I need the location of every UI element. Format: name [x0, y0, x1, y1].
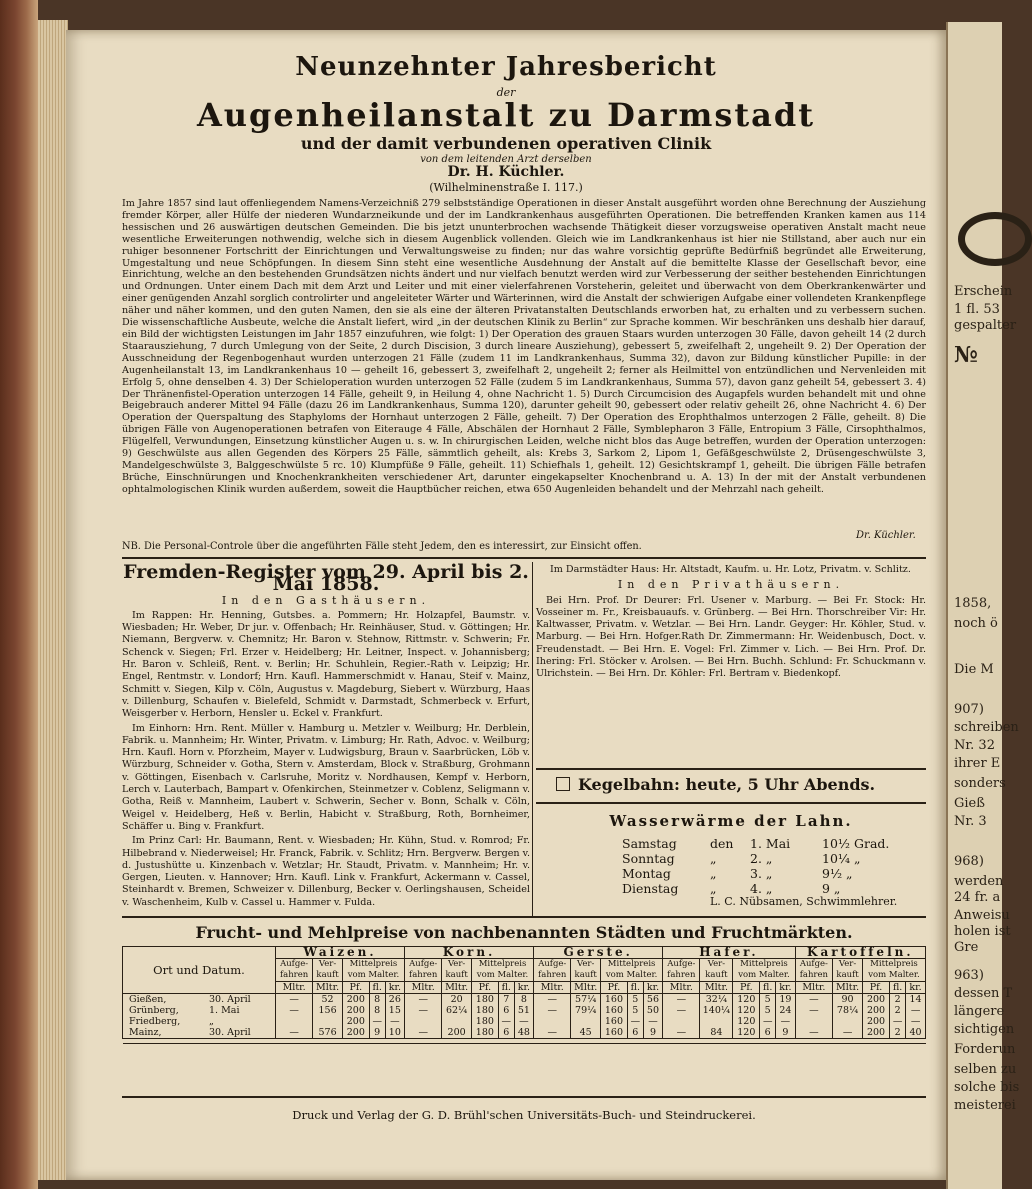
market-cell: 120 — [733, 994, 760, 1006]
market-cell: 180 — [471, 1027, 498, 1039]
market-date: 30. April — [209, 1027, 251, 1038]
adjacent-page-fragment: Gre — [954, 940, 979, 955]
market-cell: 40 — [906, 1027, 926, 1039]
report-title: Neunzehnter Jahresbericht — [295, 52, 717, 82]
market-cell: 56 — [643, 994, 662, 1006]
unit-header: Mltr. — [833, 982, 863, 994]
unit-header: Mltr. — [405, 982, 442, 994]
market-cell: 180 — [471, 1016, 498, 1027]
market-cell: 84 — [700, 1027, 733, 1039]
ww-pre: „ — [710, 866, 717, 881]
market-date: 1. Mai — [209, 1005, 240, 1016]
checkbox-icon — [556, 777, 570, 791]
adjacent-page-fragment: werden — [954, 874, 1004, 889]
market-cell: — — [906, 1005, 926, 1016]
kegelbahn-text: Kegelbahn: heute, 5 Uhr Abends. — [578, 775, 876, 794]
market-cell: 50 — [643, 1005, 662, 1016]
adjacent-page-fragment: 1858, — [954, 596, 992, 611]
market-cell: 6 — [498, 1005, 514, 1016]
ww-temp: 10¼ „ — [822, 851, 861, 866]
market-cell: 9 — [643, 1027, 662, 1039]
sub-header: Aufge-fahren — [405, 959, 442, 982]
unit-header: Pf. — [862, 982, 889, 994]
market-cell: 160 — [601, 994, 628, 1006]
market-cell — [833, 1016, 863, 1027]
market-cell: 52 — [313, 994, 343, 1006]
market-row — [123, 994, 926, 1006]
ww-pre: „ — [710, 881, 717, 896]
unit-header: Mltr. — [442, 982, 472, 994]
market-cell: 5 — [627, 1005, 643, 1016]
market-cell: — — [385, 1016, 404, 1027]
market-cell: 180 — [471, 1005, 498, 1016]
market-cell: — — [663, 994, 700, 1006]
market-cell: 200 — [862, 1005, 889, 1016]
ort-header: Ort und Datum. — [123, 947, 276, 994]
market-cell: — — [776, 1016, 795, 1027]
unit-header: Mltr. — [795, 982, 833, 994]
grain-header: Kartoffeln. — [795, 947, 925, 959]
report-der: der — [496, 86, 516, 99]
adjacent-page-fragment: 1 fl. 53 — [954, 302, 1000, 317]
market-cell: 160 — [601, 1005, 628, 1016]
grain-header: Gerste. — [534, 947, 663, 959]
wasserwaerme-title: Wasserwärme der Lahn. — [609, 812, 853, 830]
market-cell: 32¼ — [700, 994, 733, 1006]
market-cell: — — [906, 1016, 926, 1027]
market-cell: 120 — [733, 1005, 760, 1016]
adjacent-page-fragment: meisterei — [954, 1098, 1016, 1113]
unit-header: kr. — [906, 982, 926, 994]
sub-header: Ver-kauft — [833, 959, 863, 982]
market-cell: 200 — [862, 994, 889, 1006]
adjacent-page — [946, 22, 1020, 1189]
unit-header: kr. — [514, 982, 533, 994]
report-subtitle: und der damit verbundenen operativen Clinik — [300, 134, 712, 153]
adjacent-page-fragment: 963) — [954, 968, 984, 983]
market-cell: 79¼ — [571, 1005, 601, 1016]
entry-privat: Bei Hrn. Prof. Dr Deurer: Frl. Usener v. Marburg. — Bei Fr. Stock: Hr. Vosseiner m. Fr., Kreisbauaufs. v. Grünberg. — Bei Hrn. Thorschreiber Vir: Hr. Kaltwasser, Privatm. v. Wetzlar. — Bei Hrn. Landr. Geyger: Hr. Köhler, Stud. v. Marburg. — Bei Hrn. Hofger.Rath Dr. Zimmermann: Hr. Weidenbusch, Doct. v. Freudenstadt. — Bei Hrn. E. Vogel: Frl. Zimmer v. Lich. — Bei Hrn. Prof. Dr. Ihering: Frl. Stöcker v. Arolsen. — Bei Hrn. Buchh. Schlund: Fr. Schuckmann v. Ulrichstein. — Bei Hrn. Dr. Köhler: Frl. Bertram v. Biedenkopf. — [536, 594, 926, 680]
ww-temp: 9½ „ — [822, 866, 853, 881]
market-cell: 2 — [890, 1027, 906, 1039]
adjacent-page-fragment: Nr. 32 — [954, 738, 995, 753]
unit-header: Mltr. — [700, 982, 733, 994]
entry-darmstaedter-haus: Im Darmstädter Haus: Hr. Altstadt, Kaufm. u. Hr. Lotz, Privatm. v. Schlitz. — [550, 564, 911, 575]
market-cell: 156 — [313, 1005, 343, 1016]
grain-header: Korn. — [405, 947, 534, 959]
market-cell: — — [643, 1016, 662, 1027]
sub-header: Mittelpreis vom Malter. — [601, 959, 663, 982]
market-cell: 10 — [385, 1027, 404, 1039]
market-cell: — — [369, 1016, 385, 1027]
market-cell: 200 — [862, 1016, 889, 1027]
market-place — [123, 1005, 276, 1016]
adjacent-page-fragment: selben zu — [954, 1062, 1017, 1077]
unit-header: fl. — [890, 982, 906, 994]
market-cell: 14 — [906, 994, 926, 1006]
market-cell: 200 — [862, 1027, 889, 1039]
market-cell: — — [534, 1005, 571, 1016]
unit-header: fl. — [760, 982, 776, 994]
adjacent-page-fragment: gespalter — [954, 318, 1017, 333]
market-cell: — — [663, 1027, 700, 1039]
ww-date: 2. „ — [750, 851, 773, 866]
unit-header: kr. — [643, 982, 662, 994]
adjacent-page-fragment: 24 fr. a — [954, 890, 1001, 905]
market-cell — [571, 1016, 601, 1027]
ww-temp: 9 „ — [822, 881, 841, 896]
privathaeuser-heading: In den Privathäusern. — [617, 578, 845, 592]
page-edges — [38, 20, 68, 1180]
market-cell: — — [534, 994, 571, 1006]
market-place — [123, 1027, 276, 1039]
market-cell: 6 — [760, 1027, 776, 1039]
grain-header: Hafer. — [663, 947, 795, 959]
adjacent-page-fragment: längere — [954, 1004, 1005, 1019]
market-cell: 2 — [890, 1005, 906, 1016]
unit-header: fl. — [498, 982, 514, 994]
market-place — [123, 1016, 276, 1027]
sub-header: Aufge-fahren — [795, 959, 833, 982]
market-cell: 8 — [369, 1005, 385, 1016]
ww-temp: 10½ Grad. — [822, 836, 890, 851]
market-cell — [276, 1016, 313, 1027]
adjacent-page-fragment: 907) — [954, 702, 984, 717]
grain-header: Waizen. — [276, 947, 405, 959]
report-address: (Wilhelminenstraße I. 117.) — [429, 181, 583, 194]
market-cell: 160 — [601, 1027, 628, 1039]
adjacent-page-fragment: Anweisu — [954, 908, 1010, 923]
market-cell: — — [627, 1016, 643, 1027]
market-cell: 8 — [514, 994, 533, 1006]
market-cell: 57¼ — [571, 994, 601, 1006]
kegel-rule-bottom — [536, 802, 926, 804]
sub-header: Mittelpreis vom Malter. — [471, 959, 533, 982]
market-rule — [122, 916, 926, 918]
adjacent-page-fragment: Die M — [954, 662, 994, 677]
market-cell: — — [276, 994, 313, 1006]
market-cell: 5 — [627, 994, 643, 1006]
market-cell: 48 — [514, 1027, 533, 1039]
market-cell: — — [663, 1005, 700, 1016]
unit-header: fl. — [627, 982, 643, 994]
adjacent-page-fragment: schreiben — [954, 720, 1019, 735]
market-date: 30. April — [209, 994, 251, 1005]
unit-header: kr. — [385, 982, 404, 994]
report-body: Im Jahre 1857 sind laut offenliegendem Namens-Verzeichniß 279 selbstständige Operationen in dieser Anstalt ausgeführt worden ohne Berechnung der Ausziehung fremder Körper, aller Hülfe der niederen Wundarzneikunde und der im Landkrankenhaus ausgeführten Operationen. Die betreffenden Kranken kamen aus 114 hessischen und 26 auswärtigen deutschen Gemeinden. Die bis jetzt ununterbrochen wachsende Thätigkeit dieser vorzugsweise operativen Anstalt macht neue wesentliche Erweiterungen nothwendig, welche sich in diesem Augenblick vollenden. Gleich wie im Landkrankenhaus ist hier nie Stillstand, aber auch nur ein ruhiger besonnener Fortschritt der Einrichtungen und Verwaltungsweise zu finden; nur das wahre vorsichtig geprüfte Bedürfniß begründet alle Erweiterung, Umgestaltung und neue Schöpfungen. In diesem Sinn steht eine wesentliche Ausdehnung der Anstalt auf die bemittelte Klasse der Gesellschaft bevor, eine Einrichtung, welche an den bestehenden Grundsätzen nichts ändert und nur vielfach benutzt werden wird zur Verbesserung der seither bestehenden Einrichtungen und Ordnungen. Unter einem Dach mit dem Arzt und Leiter und mit einer vielerfahrenen Vorsteherin, geleitet und überwacht von dem Oberkrankenwärter und einer genügenden Anzahl sorglich controlirter und angeleiteter Wärter und Wärterinnen, wird die Anstalt der schwierigen Aufgabe einer vollendeten Krankenpflege näher und näher kommen, und den guten Namen, den sie als eine der älteren Privatanstalten Deutschlands erworben hat, zu erhalten und zu verbessern suchen. Die wissenschaftliche Ausbeute, welche die Anstalt liefert, wird „in der deutschen Klinik zu Berlin“ zur Sprache kommen. Wir beschränken uns deshalb hier darauf, ein Bild der wichtigsten Leistungen im Jahr 1857 einzufuhren, wie folgt: 1) Der Operation des grauen Staars wurden unterzogen 30 Fälle, davon geheilt 14 (2 durch Staarausziehung, 7 durch Umlegung von der Seite, 2 durch Discision, 3 durch lineare Ausziehung), gebessert 5, zweifelhaft 2, ungeheilt 9. 2) Der Operation der Ausschneidung der Regenbogenhaut wurden unterzogen 21 Fälle (zudem 11 im Landkrankenhaus, Summa 32), davon zur Bildung künstlicher Pupille: in der Augenheilanstalt 13, im Landkrankenhaus 10 — geheilt 16, gebessert 3, zweifelhaft 2, ungeheilt 2; ferner als Heilmittel von entzündlichen und Nervenleiden mit Erfolg 5, ohne denselben 4. 3) Der Schieloperation wurden unterzogen 52 Fälle (zudem 5 im Landkrankenhaus, Summa 57), davon ganz geheilt 54, gebessert 3. 4) Der Thränenfistel-Operation unterzogen 14 Fälle, geheilt 9, in Heilung 4, ohne Nachricht 1. 5) Durch Circumcision des Augapfels wurden behandelt mit und ohne Beigebrauch anderer Mittel 94 Fälle (dazu 26 im Landkrankenhaus, Summa 120), darunter geheilt 90, gebessert oder relativ geheilt 26, ohne Nachricht 4. 6) Der Operation der Querspaltung des Staphyloms der Hornhaut unterzogen 2 Fälle, geheilt. 7) Der Operation des Erophthalmos unterzogen 2 Fälle, geheilt. 8) Die übrigen Fälle von Augenoperationen betrafen von Eiterauge 4 Fälle, Abschälen der Hornhaut 2 Fälle, Symblepharon 3 Fälle, Entropium 3 Fälle, Cirsophthalmos, Flügelfell, Verwundungen, Einsetzung künstlicher Augen u. s. w. In chirurgischen Leiden, welche nicht blos das Auge betreffen, wurden der Operation unterzogen: 9) Geschwülste aus allen Gegenden des Körpers 25 Fälle, sämmtlich geheilt, als: Krebs 3, Sarkom 2, Lipom 1, Gefäßgeschwülste 2, Drüsengeschwülste 3, Mandelgeschwülste 3, Balggeschwülste 5 rc. 10) Klumpfüße 9 Fälle, geheilt. 11) Schiefhals 1, geheilt. 12) Gesichtskrampf 1, geheilt. Die übrigen Fälle betrafen Brüche, Einschnürungen und Knochenkrankheiten verschiedener Art, darunter eingekapselter Knochenbrand u. A. 13) In der mit der Anstalt verbundenen ophtalmologischen Klinik wurden außerdem, soweit die Hauptbücher reichen, etwa 650 Augenleiden behandelt und der Mehrzahl nach geheilt. — [122, 198, 926, 495]
unit-header: Mltr. — [663, 982, 700, 994]
sub-header: Mittelpreis vom Malter. — [342, 959, 404, 982]
masthead-ornament-icon — [958, 212, 1032, 266]
unit-header: Mltr. — [571, 982, 601, 994]
sub-header: Mittelpreis vom Malter. — [862, 959, 925, 982]
place-name: Grünberg, — [129, 1005, 179, 1016]
market-row — [123, 1016, 926, 1027]
market-cell: 15 — [385, 1005, 404, 1016]
report-von: von dem leitenden Arzt derselben — [420, 154, 592, 165]
market-place — [123, 994, 276, 1006]
market-cell: 160 — [601, 1016, 628, 1027]
market-cell: 576 — [313, 1027, 343, 1039]
market-cell: — — [795, 1027, 833, 1039]
sub-header: Mittelpreis vom Malter. — [733, 959, 795, 982]
market-cell: 78¼ — [833, 1005, 863, 1016]
sub-header: Aufge-fahren — [663, 959, 700, 982]
market-cell: 6 — [498, 1027, 514, 1039]
column-divider — [532, 562, 533, 918]
wasserwaerme-signature: L. C. Nübsamen, Schwimmlehrer. — [710, 895, 898, 908]
imprint: Druck und Verlag der G. D. Brühl'schen Universitäts-Buch- und Steindruckerei. — [292, 1108, 756, 1122]
entry-prinz-carl: Im Prinz Carl: Hr. Baumann, Rent. v. Wiesbaden; Hr. Kühn, Stud. v. Romrod; Fr. Hilbebrand v. Niederweisel; Hr. Franck, Fabrik. v. Schlitz; Hrn. Bergverw. Bergen v. d. Justushütte u. Kinzenbach v. Wetzlar; Hr. Staudt, Privatm. v. Mannheim; Hr. v. Gergen, Lieuten. v. Hannover; Hrn. Kaufl. Link v. Frankfurt, Ackermann v. Cassel, Steinhardt v. Bremen, Schweizer v. Dillenburg, Becker v. Oerlingshausen, Scheidel v. Waschenheim, Kulb v. Cassel u. Hammer v. Fulda. — [122, 835, 530, 908]
market-cell: 5 — [760, 994, 776, 1006]
unit-header: Mltr. — [534, 982, 571, 994]
adjacent-page-fragment: solche bis — [954, 1080, 1020, 1095]
market-cell — [313, 1016, 343, 1027]
market-row — [123, 1027, 926, 1039]
market-cell: 2 — [890, 994, 906, 1006]
section-rule — [122, 557, 926, 559]
market-table — [122, 946, 926, 1044]
market-cell: — — [795, 1005, 833, 1016]
ww-day: Sonntag — [622, 851, 675, 866]
fremden-register-continued — [536, 564, 926, 683]
book-spine — [0, 0, 38, 1189]
market-cell: 9 — [369, 1027, 385, 1039]
unit-header: Mltr. — [276, 982, 313, 994]
market-cell — [405, 1016, 442, 1027]
fremden-register — [122, 561, 530, 908]
adjacent-page-fragment: ihrer E — [954, 756, 1001, 771]
ww-date: 4. „ — [750, 881, 773, 896]
unit-header: Pf. — [471, 982, 498, 994]
market-cell: 200 — [342, 1027, 369, 1039]
place-name: Gießen, — [129, 994, 167, 1005]
unit-header: Pf. — [342, 982, 369, 994]
market-cell: — — [514, 1016, 533, 1027]
adjacent-page-fragment: noch ö — [954, 616, 998, 631]
unit-header: Mltr. — [313, 982, 343, 994]
market-cell: — — [405, 1005, 442, 1016]
place-name: Mainz, — [129, 1027, 162, 1038]
sub-header: Ver-kauft — [442, 959, 472, 982]
unit-header: Pf. — [733, 982, 760, 994]
adjacent-page-fragment: Gieß — [954, 796, 985, 811]
market-cell: 26 — [385, 994, 404, 1006]
market-cell: 200 — [342, 1005, 369, 1016]
market-cell: 120 — [733, 1016, 760, 1027]
gasthaeuser-heading: In den Gasthäusern. — [221, 593, 431, 607]
ww-day: Montag — [622, 866, 671, 881]
entry-rappen: Im Rappen: Hr. Henning, Gutsbes. a. Pommern; Hr. Holzapfel, Baumstr. v. Wiesbaden; Hr. Weber, Dr jur. v. Offenbach; Hr. Reinhäuser, Stud. v. Göttingen; Hr. Niemann, Bergverw. v. Chemnitz; Hr. Baron v. Stehnow, Rittmstr. v. Schwerin; Fr. Schenck v. Siegen; Frl. Erzer v. Heidelberg; Hr. Leitner, Inspect. v. Johannisberg; Hr. Baron v. Schleiß, Rent. v. Berlin; Hr. Schuhlein, Regier.-Rath v. Leipzig; Hr. Engel, Rentmstr. v. Londorf; Hrn. Kaufl. Hammerschmidt v. Hanau, Steif v. Mainz, Schmitt v. Siegen, Kilp v. Cöln, Augustus v. Magdeburg, Siebert v. Würzburg, Haas v. Dillenburg, Schaufen v. Bielefeld, Schmidt v. Darmstadt, Schmerbeck v. Erfurt, Weisgerber v. Herborn, Hensler u. Eckel v. Frankfurt. — [122, 609, 530, 720]
ww-pre: den — [710, 836, 734, 851]
market-cell: 19 — [776, 994, 795, 1006]
adjacent-page-fragment: sonders — [954, 776, 1006, 791]
market-cell: — — [405, 1027, 442, 1039]
market-cell: 200 — [342, 994, 369, 1006]
market-cell — [442, 1016, 472, 1027]
market-cell — [795, 1016, 833, 1027]
market-cell: 140¼ — [700, 1005, 733, 1016]
kegel-rule-top — [536, 768, 926, 770]
ww-pre: „ — [710, 851, 717, 866]
market-cell: 200 — [442, 1027, 472, 1039]
fremden-title: Fremden-Register vom 29. April bis 2. Mai 1858. — [123, 561, 529, 596]
market-cell: — — [276, 1027, 313, 1039]
market-cell: 180 — [471, 994, 498, 1006]
market-footer-spacer — [123, 1039, 926, 1044]
market-cell: 45 — [571, 1027, 601, 1039]
ww-day: Dienstag — [622, 881, 679, 896]
kegelbahn-notice — [536, 772, 926, 798]
market-cell: 8 — [369, 994, 385, 1006]
market-cell: — — [534, 1027, 571, 1039]
market-cell: 51 — [514, 1005, 533, 1016]
market-cell: 20 — [442, 994, 472, 1006]
newspaper-page — [66, 30, 946, 1180]
adjacent-page-fragment: Erschein — [954, 284, 1013, 299]
market-cell: — — [276, 1005, 313, 1016]
sub-header: Ver-kauft — [700, 959, 733, 982]
market-cell: — — [405, 994, 442, 1006]
ww-date: 1. Mai — [750, 836, 791, 851]
market-cell: — — [760, 1016, 776, 1027]
market-cell: — — [498, 1016, 514, 1027]
market-date: „ — [209, 1016, 214, 1027]
market-cell — [663, 1016, 700, 1027]
market-cell: 62¼ — [442, 1005, 472, 1016]
market-cell: 5 — [760, 1005, 776, 1016]
market-row — [123, 1005, 926, 1016]
market-cell: — — [833, 1027, 863, 1039]
market-cell — [700, 1016, 733, 1027]
market-cell — [534, 1016, 571, 1027]
sub-header: Ver-kauft — [313, 959, 343, 982]
adjacent-page-fragment: dessen T — [954, 986, 1013, 1001]
entry-einhorn: Im Einhorn: Hrn. Rent. Müller v. Hamburg u. Metzler v. Weilburg; Hr. Derblein, Fabrik. u. Mannheim; Hr. Winter, Privatm. v. Limburg; Hr. Rath, Advoc. v. Weilburg; Hrn. Kaufl. Horn v. Pforzheim, Mayer v. Ludwigsburg, Braun v. Saarbrücken, Löb v. Würzburg, Schneider v. Gotha, Stern v. Amsterdam, Block v. Straßburg, Grohmann v. Göttingen, Eisenbach v. Carlsruhe, Moritz v. Nordhausen, Kempf v. Herborn, Lerch v. Lauterbach, Bampart v. Ofenkirchen, Steinmetzer v. Coblenz, Seligmann v. Gotha, Reiß v. Mannheim, Laubert v. Schwerin, Secher v. Bonn, Schalk v. Cöln, Weigel v. Heidelberg, Heß v. Berlin, Habicht v. Straßburg, Roth, Bornheimer, Schäffer u. Bing v. Frankfurt. — [122, 722, 530, 832]
market-cell: — — [795, 994, 833, 1006]
adjacent-page-fragment: № — [954, 342, 978, 368]
market-cell: 120 — [733, 1027, 760, 1039]
market-cell: 200 — [342, 1016, 369, 1027]
place-name: Friedberg, — [129, 1016, 181, 1027]
imprint-rule — [122, 1096, 926, 1098]
market-cell: 90 — [833, 994, 863, 1006]
market-cell: 6 — [627, 1027, 643, 1039]
market-cell: 24 — [776, 1005, 795, 1016]
report-doctor: Dr. H. Küchler. — [447, 164, 565, 180]
adjacent-page-fragment: holen ist — [954, 924, 1011, 939]
unit-header: fl. — [369, 982, 385, 994]
market-cell: 7 — [498, 994, 514, 1006]
report-nb: NB. Die Personal-Controle über die angeführten Fälle steht Jedem, den es interessirt, zur Einsicht offen. — [122, 541, 642, 552]
ww-day: Samstag — [622, 836, 677, 851]
unit-header: kr. — [776, 982, 795, 994]
adjacent-page-fragment: Forderun — [954, 1042, 1016, 1057]
sub-header: Aufge-fahren — [276, 959, 313, 982]
sub-header: Aufge-fahren — [534, 959, 571, 982]
adjacent-page-fragment: sichtigen — [954, 1022, 1015, 1037]
ww-date: 3. „ — [750, 866, 773, 881]
adjacent-page-fragment: Nr. 3 — [954, 814, 987, 829]
market-title: Frucht- und Mehlpreise von nachbenannten Städten und Fruchtmärkten. — [195, 923, 853, 942]
market-cell: — — [890, 1016, 906, 1027]
sub-header: Ver-kauft — [571, 959, 601, 982]
adjacent-page-fragment: 968) — [954, 854, 984, 869]
report-signature: Dr. Küchler. — [856, 530, 916, 541]
market-cell: 9 — [776, 1027, 795, 1039]
institution-name: Augenheilanstalt zu Darmstadt — [196, 96, 816, 134]
unit-header: Pf. — [601, 982, 628, 994]
